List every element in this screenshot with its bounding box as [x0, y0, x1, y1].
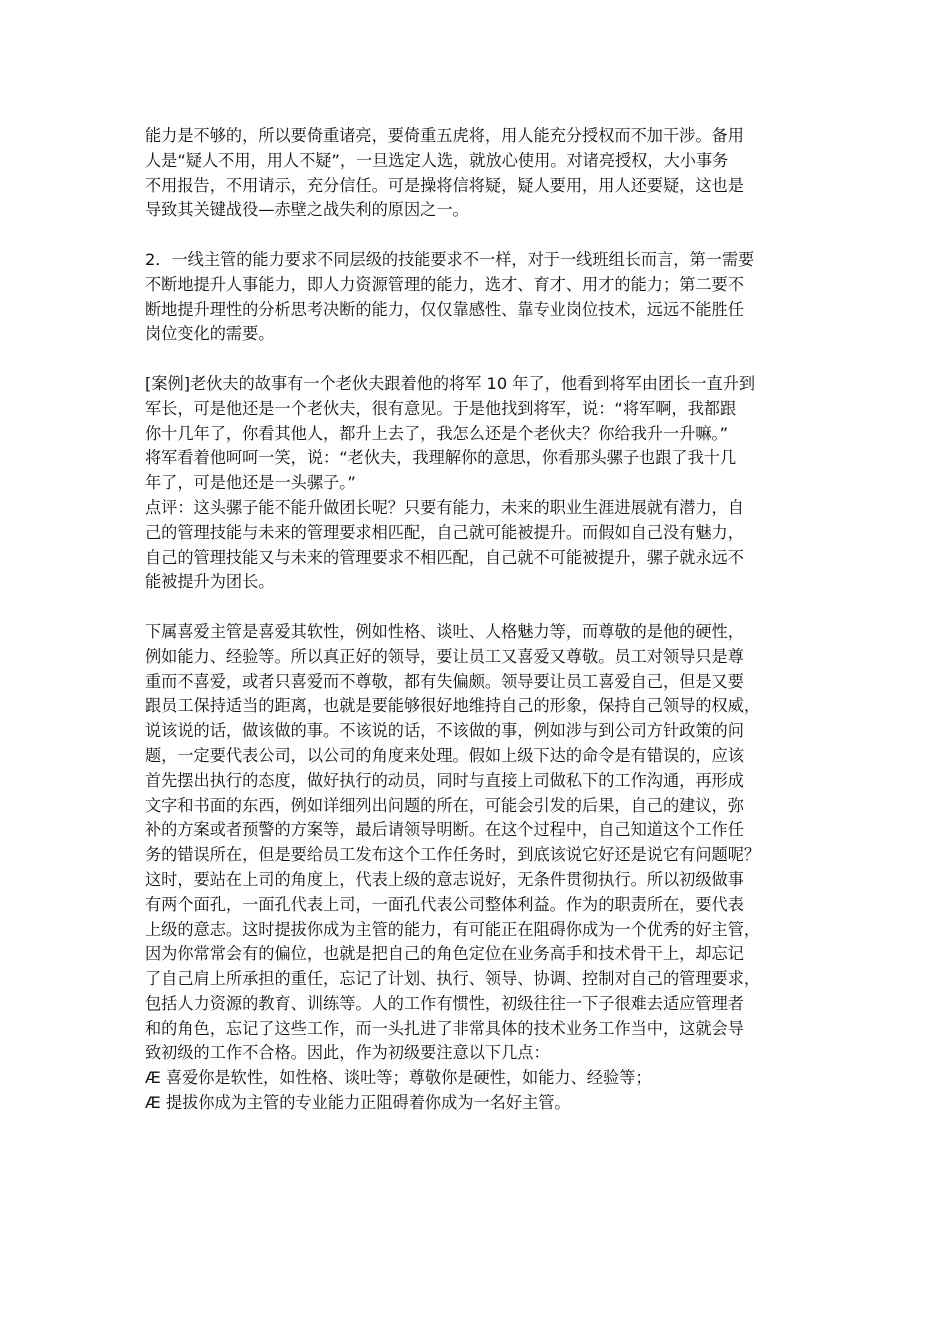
- text-line: 有两个面孔，一面孔代表上司，一面孔代表公司整体利益。作为的职责所在，要代表: [145, 894, 744, 914]
- text-line: 将军看着他呵呵一笑，说：“老伙夫，我理解你的意思，你看那头骡子也跟了我十几: [145, 448, 737, 468]
- paragraph-spacer: [145, 595, 810, 620]
- text-line: 岗位变化的需要。: [145, 324, 275, 344]
- text-line: 重而不喜爱，或者只喜爱而不尊敬，都有失偏颇。领导要让员工喜爱自己，但是又要: [145, 671, 744, 691]
- document-body: [145, 124, 810, 1116]
- text-line: 不用报告，不用请示，充分信任。可是操将信将疑，疑人要用，用人还要疑，这也是: [145, 175, 744, 195]
- text-line: [案例]老伙夫的故事有一个老伙夫跟着他的将军 10 年了，他看到将军由团长一直升到: [145, 373, 756, 393]
- paragraph-delegation: [145, 124, 810, 223]
- text-line: 包括人力资源的教育、训练等。人的工作有惯性，初级往往一下子很难去适应管理者: [145, 993, 744, 1013]
- text-line: 能被提升为团长。: [145, 572, 275, 592]
- text-line: 首先摆出执行的态度，做好执行的动员，同时与直接上司做私下的工作沟通，再形成: [145, 770, 744, 790]
- text-line: 不断地提升人事能力，即人力资源管理的能力，选才、育才、用才的能力；第二要不: [145, 274, 744, 294]
- bullet-item: Æ 喜爱你是软性，如性格、谈吐等；尊敬你是硬性，如能力、经验等；: [145, 1068, 652, 1088]
- text-line: 断地提升理性的分析思考决断的能力，仅仅靠感性、靠专业岗位技术，远远不能胜任: [145, 299, 744, 319]
- paragraph-leadership: [145, 620, 810, 1116]
- text-line: 务的错误所在，但是要给员工发布这个工作任务时，到底该说它好还是说它有问题呢？: [145, 845, 761, 865]
- text-line: 年了，可是他还是一头骡子。”: [145, 473, 356, 493]
- paragraph-case-story: [145, 372, 810, 595]
- paragraph-spacer: [145, 347, 810, 372]
- text-line: 跟员工保持适当的距离，也就是要能够很好地维持自己的形象，保持自己领导的权威，: [145, 696, 761, 716]
- text-line: 这时，要站在上司的角度上，代表上级的意志说好，无条件贯彻执行。所以初级做事: [145, 869, 744, 889]
- text-line: 你十几年了，你看其他人，都升上去了，我怎么还是个老伙夫？你给我升一升嘛。”: [145, 423, 729, 443]
- text-line: 说该说的话，做该做的事。不该说的话，不该做的事，例如涉与到公司方针政策的问: [145, 721, 744, 741]
- text-line: 能力是不够的，所以要倚重诸亮，要倚重五虎将，用人能充分授权而不加干涉。备用: [145, 126, 744, 145]
- text-line: 自己的管理技能又与未来的管理要求不相匹配，自己就不可能被提升，骡子就永远不: [145, 547, 744, 567]
- text-line: 例如能力、经验等。所以真正好的领导，要让员工又喜爱又尊敬。员工对领导只是尊: [145, 646, 744, 666]
- text-line: 致初级的工作不合格。因此，作为初级要注意以下几点：: [145, 1043, 550, 1063]
- text-line: 上级的意志。这时提拔你成为主管的能力，有可能正在阻碍你成为一个优秀的好主管，: [145, 919, 761, 939]
- paragraph-frontline-abilities: [145, 248, 810, 347]
- text-line: 了自己肩上所承担的重任，忘记了计划、执行、领导、协调、控制对自己的管理要求，: [145, 969, 761, 989]
- text-line: 己的管理技能与未来的管理要求相匹配，自己就可能被提升。而假如自己没有魅力，: [145, 522, 744, 542]
- text-line: 军长，可是他还是一个老伙夫，很有意见。于是他找到将军，说：“将军啊，我都跟: [145, 398, 737, 418]
- text-line: 因为你常常会有的偏位，也就是把自己的角色定位在业务高手和技术骨干上，却忘记: [145, 944, 744, 964]
- bullet-item: Æ 提拔你成为主管的专业能力正阻碍着你成为一名好主管。: [145, 1093, 571, 1113]
- text-line: 导致其关键战役—赤壁之战失利的原因之一。: [145, 200, 469, 220]
- text-line: 人是“疑人不用，用人不疑”，一旦选定人选，就放心使用。对诸亮授权，大小事务: [145, 150, 729, 170]
- paragraph-spacer: [145, 223, 810, 248]
- text-line: 2．一线主管的能力要求不同层级的技能要求不一样，对于一线班组长而言，第一需要: [145, 249, 755, 269]
- text-line: 点评：这头骡子能不能升做团长呢？只要有能力，未来的职业生涯进展就有潜力，自: [145, 497, 744, 517]
- text-line: 题，一定要代表公司，以公司的角度来处理。假如上级下达的命令是有错误的，应该: [145, 745, 744, 765]
- text-line: 文字和书面的东西，例如详细列出问题的所在，可能会引发的后果，自己的建议，弥: [145, 795, 744, 815]
- text-line: 下属喜爱主管是喜爱其软性，例如性格、谈吐、人格魅力等，而尊敬的是他的硬性，: [145, 621, 744, 641]
- text-line: 补的方案或者预警的方案等，最后请领导明断。在这个过程中，自己知道这个工作任: [145, 820, 744, 840]
- text-line: 和的角色，忘记了这些工作，而一头扎进了非常具体的技术业务工作当中，这就会导: [145, 1018, 744, 1038]
